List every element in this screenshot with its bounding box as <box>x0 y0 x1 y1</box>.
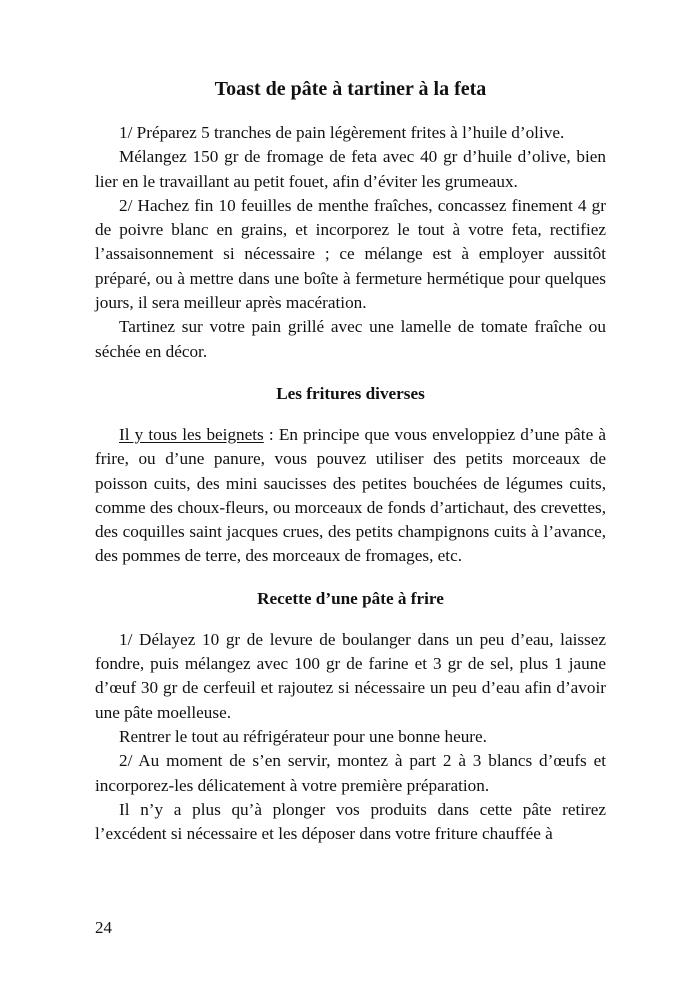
paragraph: Il n’y a plus qu’à plonger vos produits dans cette pâte retirez l’excédent si nécessaire et les déposer dans votre friture chauffée à <box>95 799 606 844</box>
section-heading: Les fritures diverses <box>276 383 425 403</box>
paragraph-text: : En principe que vous enveloppiez d’une pâte à frire, ou d’une panure, vous pouvez utiliser des petits morceaux de poisson cuits, des mini saucisses des petites bouchées de légumes cuits, comme des choux-fleurs, ou morceaux de fonds d’artichaut, des crevettes, des coquilles saint jacques crues, des petits champignons cuits à l’avance, des pommes de terre, des morceaux de fromages, etc. <box>95 424 606 566</box>
paragraph: Tartinez sur votre pain grillé avec une lamelle de tomate fraîche ou séchée en décor. <box>95 317 606 361</box>
page-content <box>95 75 606 846</box>
paragraph: 1/ Délayez 10 gr de levure de boulanger dans un peu d’eau, laissez fondre, puis mélangez avec 100 gr de farine et 3 gr de sel, plus 1 jaune d’œuf 30 gr de cerfeuil et rajoutez si nécessaire un peu d’eau afin d’avoir une pâte moelleuse. <box>95 629 606 722</box>
paragraph: 2/ Au moment de s’en servir, montez à part 2 à 3 blancs d’œufs et incorporez-les délicatement à votre première préparation. <box>95 751 606 795</box>
section-fritures <box>95 382 606 569</box>
section-toast-feta <box>95 75 606 364</box>
section-pate-a-frire <box>95 587 606 847</box>
paragraph: 1/ Préparez 5 tranches de pain légèrement frites à l’huile d’olive. <box>119 123 565 142</box>
paragraph: Rentrer le tout au réfrigérateur pour une bonne heure. <box>119 726 487 746</box>
paragraph: 2/ Hachez fin 10 feuilles de menthe fraîches, concassez finement 4 gr de poivre blanc en grains, et incorporez le tout à votre feta, rectifiez l’assaisonnement si nécessaire ; ce mélange est à employer aussitôt préparé, ou à mettre dans une boîte à fermeture hermétique pour quelques jours, il sera meilleur après macération. <box>95 195 606 313</box>
paragraph <box>95 423 606 569</box>
underlined-lead: Il y tous les beignets <box>119 424 264 444</box>
page-number: 24 <box>95 918 112 937</box>
paragraph: Mélangez 150 gr de fromage de feta avec 40 gr d’huile d’olive, bien lier en le travaillant au petit fouet, afin d’éviter les grumeaux. <box>95 147 606 191</box>
section-heading: Recette d’une pâte à frire <box>257 588 444 608</box>
recipe-title: Toast de pâte à tartiner à la feta <box>214 78 487 100</box>
